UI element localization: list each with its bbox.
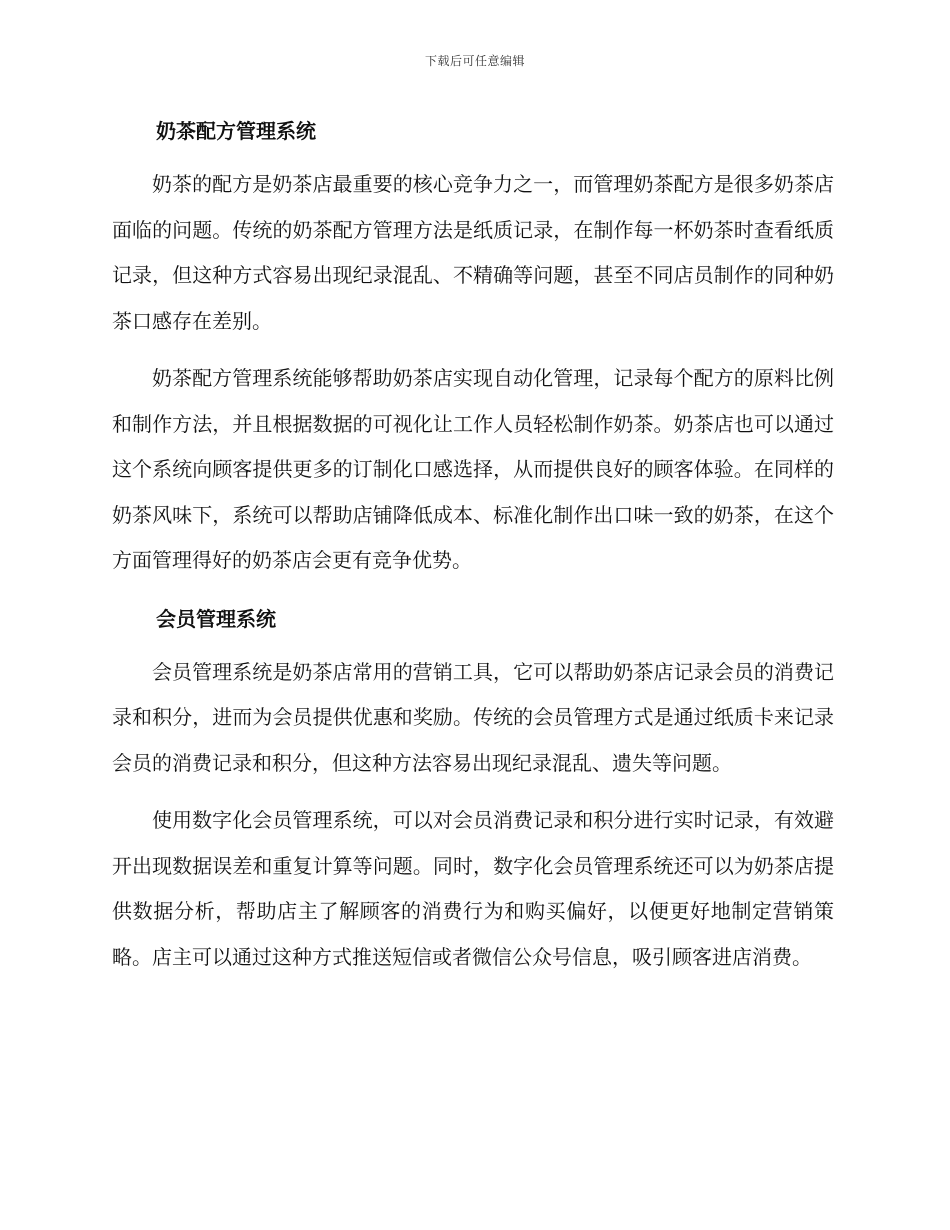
paragraph: 会员管理系统是奶茶店常用的营销工具，它可以帮助奶茶店记录会员的消费记录和积分，进而为会员提供优惠和奖励。传统的会员管理方式是通过纸质卡来记录会员的消费记录和积分，但这种方法容易出现纪录混乱、遗失等问题。 bbox=[112, 659, 834, 775]
document-body bbox=[112, 108, 834, 992]
section-title: 奶茶配方管理系统 bbox=[156, 119, 316, 143]
paragraph: 使用数字化会员管理系统，可以对会员消费记录和积分进行实时记录，有效避开出现数据误差和重复计算等问题。同时，数字化会员管理系统还可以为奶茶店提供数据分析，帮助店主了解顾客的消费行为和购买偏好，以便更好地制定营销策略。店主可以通过这种方式推送短信或者微信公众号信息，吸引顾客进店消费。 bbox=[112, 808, 834, 969]
page-header-note: 下载后可任意编辑 bbox=[424, 54, 525, 68]
paragraph: 奶茶配方管理系统能够帮助奶茶店实现自动化管理，记录每个配方的原料比例和制作方法，并且根据数据的可视化让工作人员轻松制作奶茶。奶茶店也可以通过这个系统向顾客提供更多的订制化口感选择，从而提供良好的顾客体验。在同样的奶茶风味下，系统可以帮助店铺降低成本、标准化制作出口味一致的奶茶，在这个方面管理得好的奶茶店会更有竞争优势。 bbox=[112, 366, 834, 572]
paragraph: 奶茶的配方是奶茶店最重要的核心竞争力之一，而管理奶茶配方是很多奶茶店面临的问题。传统的奶茶配方管理方法是纸质记录，在制作每一杯奶茶时查看纸质记录，但这种方式容易出现纪录混乱、不精确等问题，甚至不同店员制作的同种奶茶口感存在差别。 bbox=[112, 172, 834, 333]
section-title: 会员管理系统 bbox=[156, 606, 276, 631]
section-milk-tea-recipe bbox=[112, 108, 834, 584]
section-member-management bbox=[112, 596, 834, 981]
